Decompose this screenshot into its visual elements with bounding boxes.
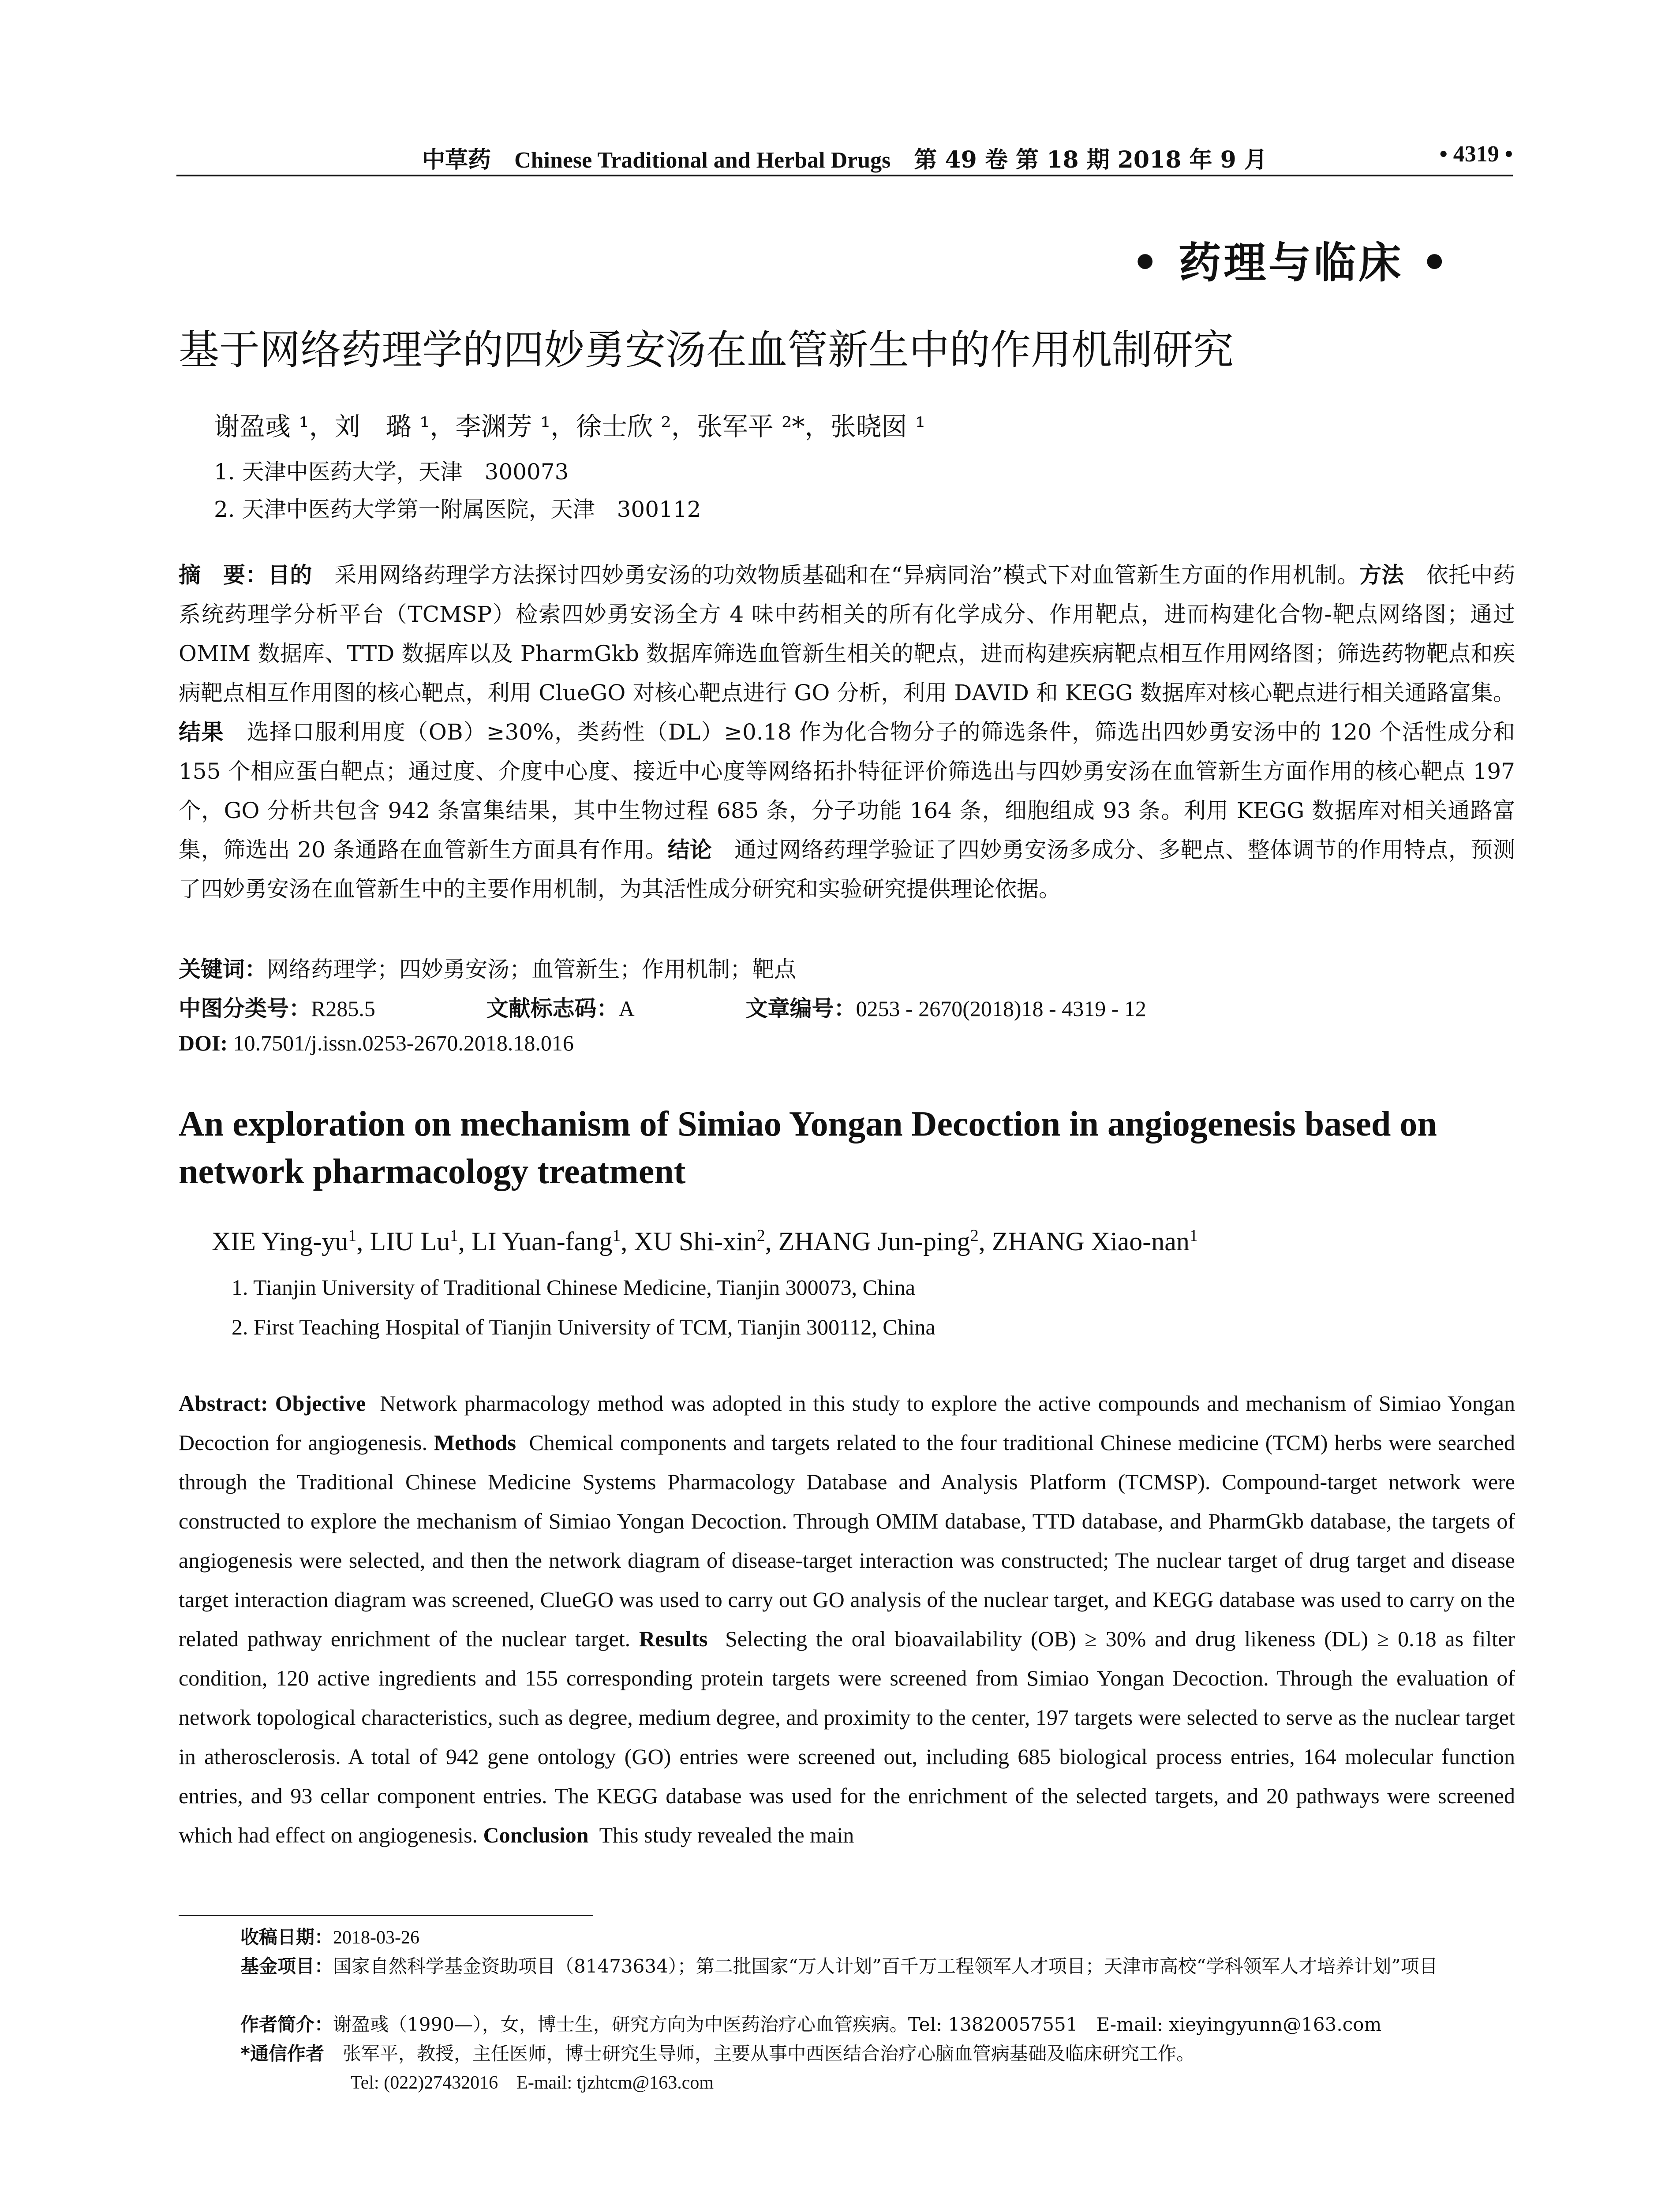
abstract-cn [179, 556, 1515, 909]
methods-cn-label: 方法 [1359, 562, 1404, 588]
corresponding-label: *通信作者 [240, 2043, 324, 2064]
conclusion-cn-label: 结论 [667, 837, 712, 863]
affiliation-cn-1: 1. 天津中医药大学，天津 300073 [214, 459, 569, 485]
conclusion-cn-text: 通过网络药理学验证了四妙勇安汤多成分、多靶点、整体调节的作用特点，预测了四妙勇安汤在血管新生中的主要作用机制，为其活性成分研究和实验研究提供理论依据。 [179, 837, 1515, 902]
keywords-label: 关键词： [179, 957, 267, 982]
journal-line [176, 141, 1513, 174]
corresponding-value: 张军平，教授，主任医师，博士研究生导师，主要从事中西医结合治疗心脑血管病基础及临床研究工作。 [324, 2043, 1195, 2064]
author-en-6-aff: 1 [1189, 1226, 1198, 1245]
doc-code-value: A [618, 996, 635, 1021]
objective-cn-text: 采用网络药理学方法探讨四妙勇安汤的功效物质基础和在“异病同治”模式下对血管新生方面的作用机制。 [312, 562, 1360, 588]
footnote-fund [240, 1953, 1513, 1980]
author-en-6: ZHANG Xiao-nan [992, 1227, 1190, 1256]
results-cn-label: 结果 [179, 719, 224, 745]
title-en: An exploration on mechanism of Simiao Yongan Decoction in angiogenesis based on network pharmacology treatment [179, 1105, 1437, 1191]
footnote-author [240, 2011, 1381, 2038]
keywords-value: 网络药理学；四妙勇安汤；血管新生；作用机制；靶点 [267, 957, 796, 982]
journal-issue: 第 49 卷 第 18 期 2018 年 9 月 [914, 146, 1267, 173]
results-en-text: Selecting the oral bioavailability (OB) ≥ 30% and drug likeness (DL) ≥ 0.18 as filter condition, 120 active ingredients and 155 corresponding protein targets were screened from Simiao Yongan Decoction. Through the evaluation of network topological characteristics, such as degree, medium degree, and proximity to the center, 197 targets were selected to serve as the nuclear target in atherosclerosis. A total of 942 gene ontology (GO) entries were screened out, including 685 biological process entries, 164 molecular function entries, and 93 cellar component entries. The KEGG database was used for the enrichment of the selected targets, and 20 pathways were screened which had effect on angiogenesis. [179, 1626, 1521, 1847]
journal-name-en: Chinese Traditional and Herbal Drugs [514, 148, 891, 173]
journal-name-cn: 中草药 [422, 147, 491, 173]
classification-line [179, 991, 1146, 1023]
title-cn: 基于网络药理学的四妙勇安汤在血管新生中的作用机制研究 [179, 326, 1234, 374]
author-en-2-aff: 1 [450, 1226, 459, 1245]
clc-label: 中图分类号： [179, 996, 311, 1021]
running-header [176, 141, 1513, 172]
section-tag: • 药理与临床 • [1131, 238, 1451, 288]
methods-en-label: Methods [434, 1430, 516, 1455]
author-en-3: LI Yuan-fang [471, 1227, 613, 1256]
footnote-received [240, 1924, 419, 1951]
article-no-value: 0253 - 2670(2018)18 - 4319 - 12 [856, 996, 1146, 1021]
author-en-3-aff: 1 [612, 1226, 621, 1245]
footnote-corresponding [240, 2040, 1195, 2067]
abstract-en [179, 1384, 1521, 1855]
page-number: • 4319 • [1439, 142, 1513, 167]
author-bio-label: 作者简介： [240, 2014, 333, 2035]
author-en-5-aff: 2 [970, 1226, 979, 1245]
clc-value: R285.5 [311, 996, 375, 1021]
footnote-corresponding-contact: Tel: (022)27432016 E-mail: tjzhtcm@163.com [351, 2073, 714, 2093]
author-en-1: XIE Ying-yu [212, 1227, 348, 1256]
methods-cn-text: 依托中药系统药理学分析平台（TCMSP）检索四妙勇安汤全方 4 味中药相关的所有化学成分、作用靶点，进而构建化合物-靶点网络图；通过 OMIM 数据库、TTD 数据库以及 PharmGkb 数据库筛选血管新生相关的靶点，进而构建疾病靶点相互作用网络图；筛选药物靶点和疾病靶点相互作用图的核心靶点，利用 ClueGO 对核心靶点进行 GO 分析，利用 DAVID 和 KEGG 数据库对核心靶点进行相关通路富集。 [179, 562, 1515, 706]
objective-en-text: Network pharmacology method was adopted in this study to explore the active compounds and mechanism of Simiao Yongan Decoction for angiogenesis. [179, 1391, 1521, 1455]
methods-en-text: Chemical components and targets related to the four traditional Chinese medicine (TCM) herbs were searched through the Traditional Chinese Medicine Systems Pharmacology Database and Analysis Platform (TCMSP). Compound-target network were constructed to explore the mechanism of Simiao Yongan Decoction. Through OMIM database, TTD database, and PharmGkb database, the targets of angiogenesis were selected, and then the network diagram of disease-target interaction was constructed; The nuclear target of drug target and disease target interaction diagram was screened, ClueGO was used to carry out GO analysis of the nuclear target, and KEGG database was used to carry on the related pathway enrichment of the nuclear target. [179, 1430, 1521, 1651]
author-en-4: XU Shi-xin [634, 1227, 757, 1256]
authors-en: XIE Ying-$yu^1$, LIU Lu$^1$, LI Yuan-fang$^1$, XU Shi-xin$^2$, ZHANG Jun-ping$^2$, ZHANG Xiao-nan$^1$ [212, 1226, 1198, 1256]
fund-value: 国家自然科学基金资助项目（81473634）；第二批国家“万人计划”百千万工程领军人才项目；天津市高校“学科领军人才培养计划”项目 [333, 1955, 1438, 1977]
abstract-en-label: Abstract: Objective [179, 1391, 366, 1416]
header-rule [176, 175, 1513, 176]
doi-value[interactable]: 10.7501/j.issn.0253-2670.2018.18.016 [228, 1031, 574, 1055]
author-en-5: ZHANG Jun-ping [778, 1227, 970, 1256]
keywords [179, 952, 796, 983]
authors-cn: 谢盈彧 ¹，刘 璐 ¹，李渊芳 ¹，徐士欣 ²，张军平 ²*，张晓囡 ¹ [214, 411, 926, 441]
fund-label: 基金项目： [240, 1955, 333, 1977]
doi-line [179, 1030, 574, 1056]
article-no-label: 文章编号： [745, 996, 856, 1021]
author-en-1-aff: 1 [348, 1226, 357, 1245]
abstract-cn-label: 摘 要： [179, 562, 268, 588]
affiliation-en-1: 1. Tianjin University of Traditional Chinese Medicine, Tianjin 300073, China [232, 1275, 916, 1300]
received-value: 2018-03-26 [333, 1928, 419, 1948]
objective-cn-label: 目的 [267, 562, 312, 588]
author-bio-value: 谢盈彧（1990—），女，博士生，研究方向为中医药治疗心血管疾病。Tel: 13820057551 E-mail: xieyingyunn@163.com [333, 2014, 1382, 2035]
results-en-label: Results [639, 1626, 708, 1651]
received-label: 收稿日期： [240, 1926, 333, 1948]
affiliation-cn-2: 2. 天津中医药大学第一附属医院，天津 300112 [214, 497, 701, 522]
author-en-2: LIU Lu [370, 1227, 450, 1256]
conclusion-en-label: Conclusion [483, 1823, 589, 1847]
footnote-rule [179, 1915, 593, 1916]
author-en-4-aff: 2 [756, 1226, 765, 1245]
conclusion-en-text: This study revealed the main [588, 1823, 854, 1847]
results-cn-text: 选择口服利用度（OB）≥30%，类药性（DL）≥0.18 作为化合物分子的筛选条件，筛选出四妙勇安汤中的 120 个活性成分和 155 个相应蛋白靶点；通过度、介度中心度、接近中心度等网络拓扑特征评价筛选出与四妙勇安汤在血管新生方面作用的核心靶点 197 个，GO 分析共包含 942 条富集结果，其中生物过程 685 条，分子功能 164 条，细胞组成 93 条。利用 KEGG 数据库对相关通路富集，筛选出 20 条通路在血管新生方面具有作用。 [179, 719, 1515, 863]
doi-label: DOI: [179, 1031, 228, 1055]
doc-code-label: 文献标志码： [486, 996, 619, 1021]
affiliation-en-2: 2. First Teaching Hospital of Tianjin University of TCM, Tianjin 300112, China [232, 1315, 935, 1339]
